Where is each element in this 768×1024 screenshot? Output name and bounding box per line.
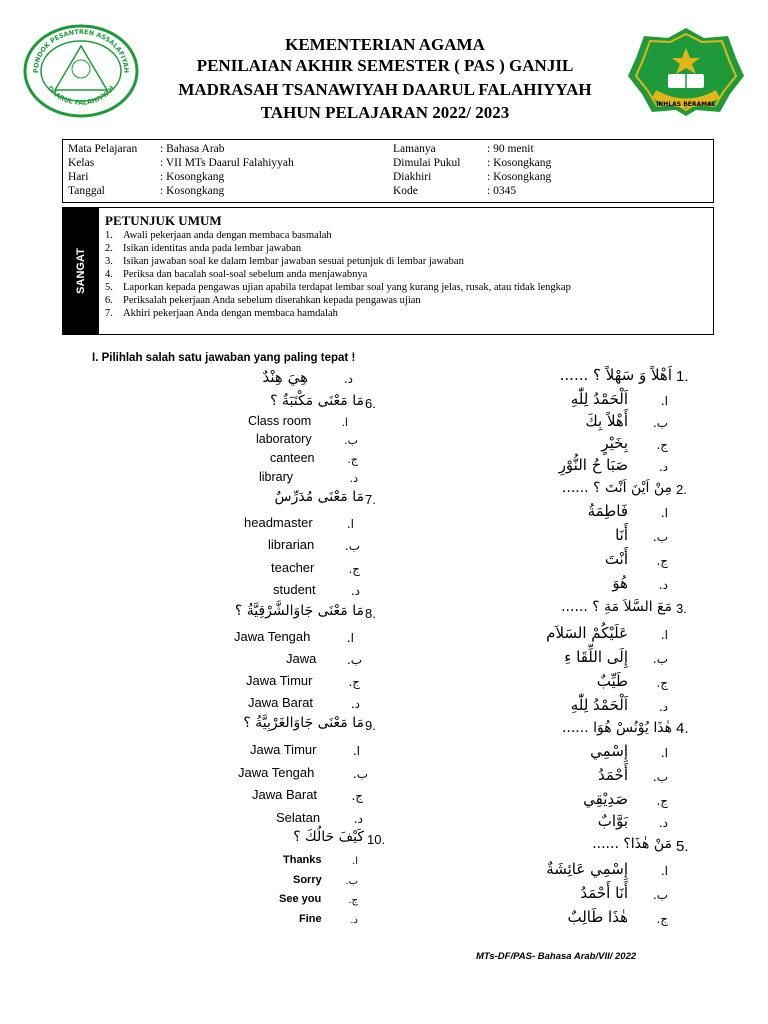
option-letter: د. bbox=[350, 697, 360, 711]
question-number: 6. bbox=[365, 396, 376, 411]
option-letter: د. bbox=[658, 460, 668, 474]
option-letter: ج. bbox=[656, 554, 668, 568]
question-text: مِنْ اَيْنَ اَنْتَ ؟ ...... bbox=[561, 480, 672, 496]
info-value: : Kosongkang bbox=[487, 171, 552, 183]
option-text: See you bbox=[279, 893, 322, 905]
option-letter: ج. bbox=[656, 912, 668, 926]
info-label: Mata Pelajaran bbox=[68, 143, 138, 155]
question-number: 8. bbox=[365, 606, 376, 621]
info-label: Dimulai Pukul bbox=[393, 157, 461, 169]
question-number: 1. bbox=[676, 368, 689, 385]
option-letter: د. bbox=[343, 372, 353, 386]
instruction-item bbox=[105, 295, 421, 306]
question-number: 3. bbox=[676, 601, 687, 616]
document-footer: MTs-DF/PAS- Bahasa Arab/VII/ 2022 bbox=[476, 951, 637, 962]
instruction-text: Isikan jawaban soal ke dalam lembar jawaban sesuai petunjuk di lembar jawaban bbox=[123, 256, 464, 267]
option-text: هُوَ bbox=[612, 574, 628, 592]
logo-top-text: PONDOK PESANTREN ASSALAFIYAH bbox=[31, 27, 131, 74]
option-letter: د. bbox=[658, 816, 668, 830]
option-text: أَنَا أَحْمَدُ bbox=[580, 884, 628, 902]
option-text: teacher bbox=[271, 560, 315, 575]
info-label: Kode bbox=[393, 185, 418, 197]
header-line-3: MADRASAH TSANAWIYAH DAARUL FALAHIYYAH bbox=[178, 80, 592, 99]
exam-info-box bbox=[62, 139, 714, 203]
logo-motto: IKHLAS BERAMAL bbox=[656, 101, 716, 108]
option-letter: ب. bbox=[346, 653, 362, 667]
question-text: كَيْفَ حَالُكَ ؟ bbox=[293, 829, 364, 845]
option-text: صَبَا حُ النُّوْرِ bbox=[558, 456, 628, 474]
header-line-2: PENILAIAN AKHIR SEMESTER ( PAS ) GANJIL bbox=[196, 56, 574, 75]
option-letter: ا. bbox=[346, 631, 354, 645]
option-text: أَهْلاً بِكَ bbox=[585, 412, 628, 430]
question-number: 7. bbox=[365, 492, 376, 507]
option-text: إِلَى اللِّقَا ءِ bbox=[564, 648, 628, 666]
instruction-number: 5. bbox=[105, 282, 113, 293]
question-number: 9. bbox=[365, 718, 376, 733]
option-letter: ج. bbox=[348, 562, 360, 576]
option-text: فَاطِمَةُ bbox=[587, 502, 628, 520]
instruction-number: 2. bbox=[105, 243, 113, 254]
option-text: إِسْمِي عَائِشَةٌ bbox=[546, 860, 628, 878]
info-label: Kelas bbox=[68, 157, 95, 169]
option-text: بِخَيْرٍ bbox=[601, 434, 628, 452]
option-text: laboratory bbox=[256, 432, 312, 446]
option-letter: ب. bbox=[652, 652, 668, 666]
option-text: صَدِيْقِي bbox=[583, 790, 628, 808]
instruction-number: 6. bbox=[105, 295, 113, 306]
info-label: Hari bbox=[68, 171, 89, 183]
option-letter: ج. bbox=[348, 675, 360, 689]
option-text: headmaster bbox=[244, 515, 313, 530]
option-text: Jawa Timur bbox=[250, 742, 317, 757]
option-letter: ب. bbox=[652, 888, 668, 902]
option-letter: ا. bbox=[660, 746, 668, 760]
option-letter: ا. bbox=[660, 506, 668, 520]
option-letter: ج. bbox=[656, 438, 668, 452]
question-text: اَهْلاً وَ سَهْلاً ؟ ...... bbox=[559, 366, 672, 384]
question-number: 4. bbox=[676, 720, 689, 737]
option-letter: ا. bbox=[660, 628, 668, 642]
option-letter: ج. bbox=[348, 895, 358, 906]
option-text: Jawa bbox=[286, 651, 317, 666]
option-letter: د. bbox=[658, 578, 668, 592]
option-letter: ج. bbox=[347, 453, 358, 466]
info-value: : 90 menit bbox=[487, 143, 534, 155]
option-letter: د. bbox=[658, 700, 668, 714]
instruction-item bbox=[105, 308, 338, 319]
info-label: Diakhiri bbox=[393, 171, 432, 183]
info-label: Tanggal bbox=[68, 185, 105, 197]
option-text: طَيِّبٌ bbox=[596, 672, 628, 690]
option-letter: ا. bbox=[660, 394, 668, 408]
option-text: Thanks bbox=[283, 854, 322, 866]
header-line-4: TAHUN PELAJARAN 2022/ 2023 bbox=[260, 103, 510, 122]
option-letter: د. bbox=[350, 584, 360, 598]
instruction-item bbox=[105, 256, 464, 267]
info-value: : Kosongkang bbox=[160, 185, 225, 197]
option-text: بَوَّابٌ bbox=[597, 812, 628, 830]
question-text: مَا مَعْنَى مَكْتَبَةٌ ؟ bbox=[270, 393, 364, 409]
option-text: اَلْحَمْدُ لِلّٰهِ bbox=[570, 696, 628, 714]
option-letter: ج. bbox=[351, 789, 363, 803]
logo-bottom-text: DAARUL FALAHIYYAH bbox=[45, 84, 117, 107]
option-letter: ا. bbox=[352, 856, 358, 867]
instruction-item bbox=[105, 230, 332, 241]
option-letter: ا. bbox=[352, 744, 360, 758]
section-title: I. Pilihlah salah satu jawaban yang paling tepat ! bbox=[92, 352, 356, 364]
sangat-text: SANGAT bbox=[75, 248, 87, 294]
option-text: Class room bbox=[248, 414, 312, 428]
question-number: 10. bbox=[367, 832, 386, 847]
option-letter: ب. bbox=[652, 770, 668, 784]
option-text: librarian bbox=[268, 537, 315, 552]
option-text: Jawa Barat bbox=[248, 695, 314, 710]
instruction-number: 7. bbox=[105, 308, 113, 319]
option-text: Fine bbox=[299, 913, 322, 925]
option-letter: ا. bbox=[341, 416, 348, 429]
option-letter: د. bbox=[350, 915, 358, 926]
option-text: أَنْتَ bbox=[604, 550, 628, 568]
instruction-item bbox=[105, 269, 367, 280]
info-value: : Kosongkang bbox=[160, 171, 225, 183]
question-text: مَا مَعْنَى جَاوَالشَّرْقِيَّةُ ؟ bbox=[234, 603, 364, 619]
info-value: : Kosongkang bbox=[487, 157, 552, 169]
option-text: canteen bbox=[270, 451, 315, 465]
option-text: Jawa Tengah bbox=[234, 629, 311, 644]
question-text: مَنْ هٰذَا؟ ...... bbox=[592, 836, 672, 852]
question-number: 2. bbox=[676, 482, 687, 497]
option-letter: ب. bbox=[352, 767, 368, 781]
option-text: library bbox=[259, 470, 294, 484]
instruction-text: Akhiri pekerjaan Anda dengan membaca hamdalah bbox=[123, 308, 338, 319]
option-text: هٰذَا طَالِبٌ bbox=[567, 908, 628, 926]
question-number: 5. bbox=[676, 838, 689, 855]
instruction-text: Isikan identitas anda pada lembar jawaban bbox=[123, 243, 302, 254]
pesantren-logo bbox=[22, 24, 140, 118]
option-text: إِسْمِي bbox=[590, 742, 628, 760]
info-value: : Bahasa Arab bbox=[160, 143, 225, 155]
instruction-number: 4. bbox=[105, 269, 113, 280]
question-text: هٰذَا يُوْنُسْ هُوَا ...... bbox=[561, 720, 672, 736]
option-letter: ج. bbox=[656, 676, 668, 690]
question-text: مَا مَعْنَى جَاوَالغَرْبِيَّةُ ؟ bbox=[243, 715, 364, 731]
option-letter: د. bbox=[353, 812, 363, 826]
instruction-item bbox=[105, 282, 571, 293]
general-instructions-box bbox=[62, 207, 714, 335]
option-letter: ب. bbox=[652, 530, 668, 544]
header-line-1: KEMENTERIAN AGAMA bbox=[285, 35, 485, 54]
info-label: Lamanya bbox=[393, 143, 436, 155]
option-text: هِيَ هِنْدٌ bbox=[262, 368, 308, 386]
option-text: Jawa Barat bbox=[252, 787, 318, 802]
option-text: اَلْحَمْدُ لِلّٰهِ bbox=[570, 390, 628, 408]
question-text: مَعَ السَّلاَ مَةِ ؟ ...... bbox=[561, 599, 672, 615]
option-text: أَحْمَدُ bbox=[598, 766, 628, 784]
instruction-text: Laporkan kepada pengawas ujian apabila terdapat lembar soal yang kurang jelas, rusak, atau tidak lengkap bbox=[123, 282, 571, 293]
option-letter: ب. bbox=[345, 876, 358, 887]
info-value: : 0345 bbox=[487, 185, 517, 197]
instruction-text: Periksa dan bacalah soal-soal sebelum anda menjawabnya bbox=[123, 269, 368, 280]
option-text: Jawa Timur bbox=[246, 673, 313, 688]
option-letter: ج. bbox=[656, 794, 668, 808]
option-letter: ا. bbox=[660, 864, 668, 878]
instruction-text: Periksalah pekerjaan Anda sebelum diserahkan kepada pengawas ujian bbox=[123, 295, 421, 306]
instruction-item bbox=[105, 243, 301, 254]
instructions-title: PETUNJUK UMUM bbox=[105, 213, 222, 228]
option-text: عَلَيْكُمْ السَلاَم bbox=[546, 624, 628, 642]
option-text: Jawa Tengah bbox=[238, 765, 315, 780]
option-text: Selatan bbox=[276, 810, 321, 825]
instruction-number: 1. bbox=[105, 230, 113, 241]
option-letter: ب. bbox=[344, 434, 358, 447]
option-letter: د. bbox=[349, 472, 358, 485]
option-letter: ب. bbox=[344, 539, 360, 553]
question-text: مَا مَعْنَى مُدَرِّسٌ bbox=[274, 489, 364, 505]
option-text: أَنَا bbox=[615, 526, 628, 544]
instruction-number: 3. bbox=[105, 256, 113, 267]
option-text: Sorry bbox=[293, 874, 322, 886]
instruction-text: Awali pekerjaan anda dengan membaca basmalah bbox=[123, 230, 332, 241]
option-letter: ا. bbox=[346, 517, 354, 531]
sangat-side-label bbox=[63, 208, 99, 334]
option-text: student bbox=[273, 582, 316, 597]
kemenag-logo bbox=[624, 24, 748, 118]
info-value: : VII MTs Daarul Falahiyyah bbox=[160, 157, 294, 169]
option-letter: ب. bbox=[652, 416, 668, 430]
